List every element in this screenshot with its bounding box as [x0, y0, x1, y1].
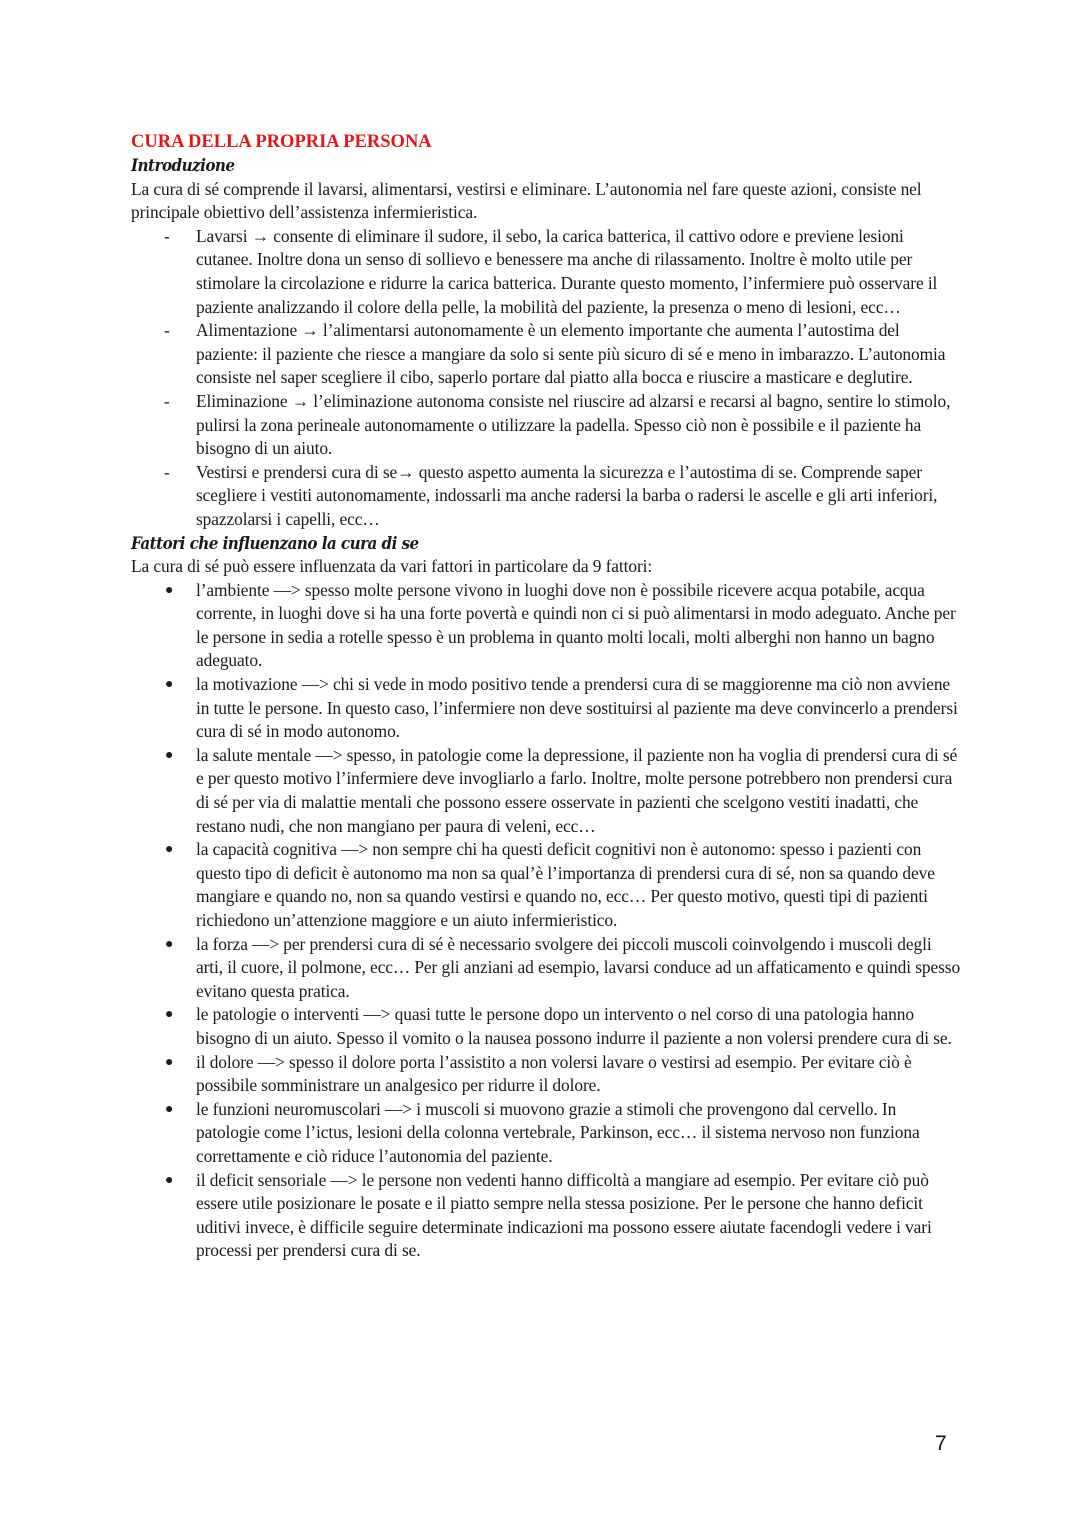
list-item — [131, 673, 961, 744]
bullet-icon: ● — [165, 936, 174, 952]
section-intro: La cura di sé può essere influenzata da vari fattori in particolare da 9 fattori: — [131, 556, 653, 577]
list-item-text: Alimentazione → l’alimentarsi autonomamente è un elemento importante che aumenta l’autostima del paziente: il paziente che riesce a mangiare da solo si sente più sicuro di sé e meno in imbarazzo. L’autonomia consiste nel saper scegliere il cibo, saperlo portare dal piatto alla bocca e riuscire a masticare e deglutire. — [196, 320, 946, 388]
list-item-text: Lavarsi → consente di eliminare il sudore, il sebo, la carica batterica, il cattivo odore e previene lesioni cutanee. Inoltre dona un senso di sollievo e benessere ma anche di rilassamento. Inoltre è molto utile per stimolare la circolazione e ridurre la carica batterica. Durante questo momento, l’infermiere può osservare il paziente analizzando il colore della pelle, la mobilità del paziente, la presenza o meno di lesioni, ecc… — [196, 225, 938, 317]
list-item-text: Vestirsi e prendersi cura di se→ questo aspetto aumenta la sicurezza e l’autostima di se. Comprende saper scegliere i vestiti autonomamente, indossarli ma anche radersi la barba o radersi le ascelle e gli arti inferiori, spazzolarsi i capelli, ecc… — [196, 461, 938, 529]
dash-marker: - — [164, 225, 170, 246]
bullet-icon: ● — [165, 747, 174, 763]
list-item — [131, 838, 961, 932]
list-item-text: le funzioni neuromuscolari —> i muscoli si muovono grazie a stimoli che provengono dal cervello. In patologie come l’ictus, lesioni della colonna vertebrale, Parkinson, ecc… il sistema nervoso non funziona correttamente e ciò riduce l’autonomia del paziente. — [196, 1098, 920, 1166]
list-item — [131, 225, 961, 319]
bullet-icon: ● — [165, 1007, 174, 1023]
list-item — [131, 1003, 961, 1050]
page-number: 7 — [935, 1432, 947, 1455]
bullet-icon: ● — [165, 1101, 174, 1117]
list-item-text: Eliminazione → l’eliminazione autonoma consiste nel riuscire ad alzarsi e recarsi al bagno, sentire lo stimolo, pulirsi la zona perineale autonomamente o utilizzare la padella. Spesso ciò non è possibile e il paziente ha bisogno di un aiuto. — [196, 390, 951, 459]
list-item-text: il dolore —> spesso il dolore porta l’assistito a non volersi lavare o vestirsi ad esempio. Per evitare ciò è possibile somministrare un analgesico per ridurre il dolore. — [196, 1051, 912, 1096]
list-item — [131, 390, 961, 461]
list-item — [131, 1169, 961, 1263]
document-page — [131, 130, 961, 1263]
list-item-text: l’ambiente —> spesso molte persone vivono in luoghi dove non è possibile ricevere acqua potabile, acqua corrente, in luoghi dove si ha una forte povertà e quindi non ci si può alimentarsi in modo adeguato. Anche per le persone in sedia a rotelle spesso è un problema in quanto molti locali, molti alberghi non hanno un bagno adeguato. — [196, 579, 956, 671]
section-intro: La cura di sé comprende il lavarsi, alimentarsi, vestirsi e eliminare. L’autonomia nel fare queste azioni, consiste nel principale obiettivo dell’assistenza infermieristica. — [131, 178, 922, 223]
list-item-text: il deficit sensoriale —> le persone non vedenti hanno difficoltà a mangiare ad esempio. Per evitare ciò può essere utile posizionare le posate e il piatto sempre nella stessa posizione. Per le persone che hanno deficit uditivi invece, è difficile seguire determinate indicazioni ma possono essere aiutate facendogli vedere i vari processi per prendersi cura di se. — [196, 1169, 932, 1261]
bullet-icon: ● — [165, 842, 174, 858]
document-title: CURA DELLA PROPRIA PERSONA — [131, 132, 432, 152]
list-item — [131, 933, 961, 1004]
bullet-icon: ● — [165, 1172, 174, 1188]
list-item — [131, 744, 961, 838]
section-fattori — [131, 532, 961, 1263]
section-introduzione — [131, 154, 961, 532]
list-item-text: la forza —> per prendersi cura di sé è necessario svolgere dei piccoli muscoli coinvolgendo i muscoli degli arti, il cuore, il polmone, ecc… Per gli anziani ad esempio, lavarsi conduce ad un affaticamento e quindi spesso evitano questa pratica. — [196, 933, 961, 1001]
list-item — [131, 319, 961, 390]
bullet-icon: ● — [165, 582, 174, 598]
section-heading: Introduzione — [131, 156, 235, 175]
list-item — [131, 1051, 961, 1098]
care-activities-list — [131, 225, 961, 532]
section-heading: Fattori che influenzano la cura di se — [131, 533, 419, 553]
bullet-icon: ● — [165, 677, 174, 693]
dash-marker: - — [164, 390, 170, 411]
list-item-text: la salute mentale —> spesso, in patologie come la depressione, il paziente non ha voglia di prendersi cura di sé e per questo motivo l’infermiere deve invogliarlo a farlo. Inoltre, molte persone potrebbero non prendersi cura di sé per via di malattie mentali che possono essere osservate in pazienti che scelgono vestiti inadatti, che restano nudi, che non mangiano per paura di veleni, ecc… — [196, 744, 958, 836]
list-item — [131, 579, 961, 673]
dash-marker: - — [164, 320, 170, 341]
dash-marker: - — [164, 461, 170, 482]
list-item-text: la motivazione —> chi si vede in modo positivo tende a prendersi cura di se maggiorenne ma ciò non avviene in tutte le persone. In questo caso, l’infermiere non deve sostituirsi al paziente ma deve convincerlo a prendersi cura di sé in modo autonomo. — [196, 674, 958, 742]
factors-list — [131, 579, 961, 1263]
bullet-icon: ● — [165, 1054, 174, 1070]
list-item-text: la capacità cognitiva —> non sempre chi ha questi deficit cognitivi non è autonomo: spesso i pazienti con questo tipo di deficit è autonomo ma non sa qual’è l’importanza di prendersi cura di sé, non sa quando deve mangiare e quando no, non sa quando vestirsi e quando no, ecc… Per questo motivo, questi tipi di pazienti richiedono un’attenzione maggiore e un aiuto infermieristico. — [196, 839, 935, 930]
list-item — [131, 1098, 961, 1169]
list-item-text: le patologie o interventi —> quasi tutte le persone dopo un intervento o nel corso di una patologia hanno bisogno di un aiuto. Spesso il vomito o la nausea possono indurre il paziente a non volersi prendere cura di se. — [196, 1004, 952, 1048]
list-item — [131, 461, 961, 532]
